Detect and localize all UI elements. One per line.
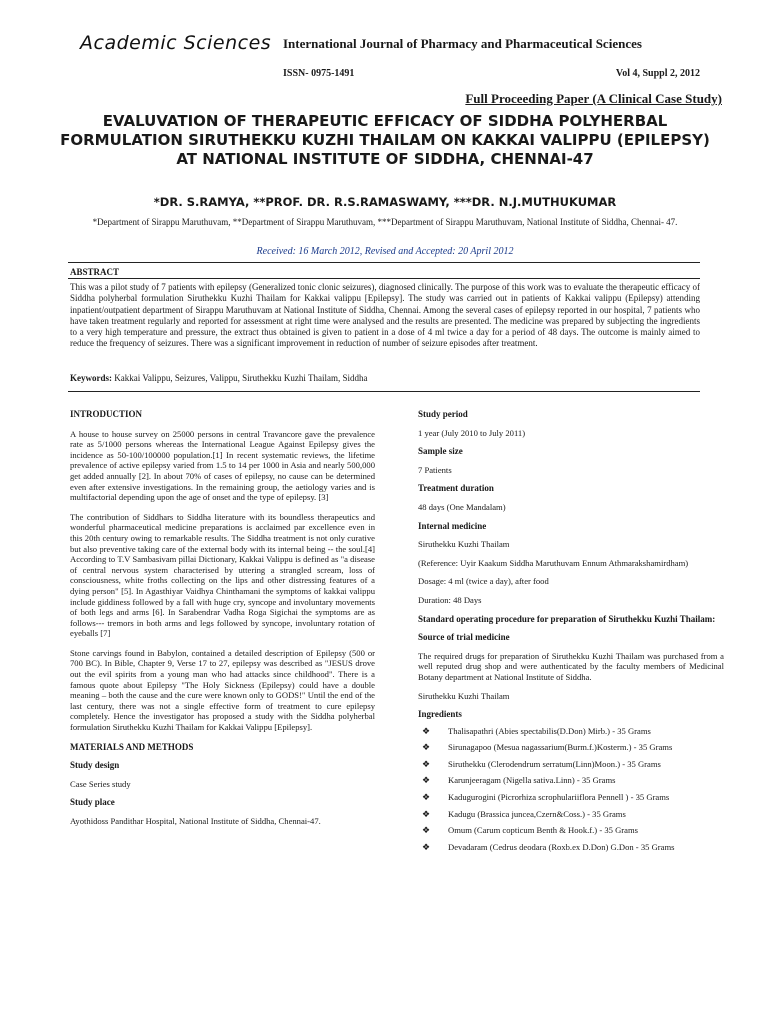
right-column	[418, 409, 724, 852]
list-item	[418, 825, 724, 836]
intro-paragraph-2: The contribution of Siddhars to Siddha literature with its boundless therapeutics and wonderful pharmaceutical medicine preparations is acclaimed par excellence even in this 20th century owing to remarkable results. The Siddha treatment is not only curative but also preventive taking care of the external body with its internal being -- the soul.[4] According to T.V Sambasivam pillai Dictionary, Kakkai Valippu is defined as "a disease of central nervous system characterised by uttering a strangled scream, loss of consciousness, white froths collecting on the lips and other distressing features of a dying person" [5]. In Agasthiyar Vaidhya Chinthamani the symptoms of kakkai valippu include giddiness followed by a fall with huge cry, syncope and involuntary movements of both legs and arms [6]. In Sarabendrar Vadha Roga Sigichai the symptoms are as follows--- tremors in both arms and legs followed by syncope, involuntary rotation of eyeballs [7]	[70, 511, 375, 639]
diamond-bullet-icon: ❖	[422, 825, 431, 836]
keywords-list: Kakkai Valippu, Seizures, Valippu, Siruthekku Kuzhi Thailam, Siddha	[114, 373, 368, 383]
thailam-heading: Siruthekku Kuzhi Thailam	[418, 690, 510, 701]
internal-medicine-heading: Internal medicine	[418, 520, 487, 531]
diamond-bullet-icon: ❖	[422, 808, 431, 819]
internal-medicine-text: Siruthekku Kuzhi Thailam	[418, 539, 510, 550]
ingredients-list	[418, 726, 724, 853]
sop-heading: Standard operating procedure for preparation of Siruthekku Kuzhi Thailam:	[418, 613, 716, 624]
diamond-bullet-icon: ❖	[422, 775, 431, 786]
sample-size-heading: Sample size	[418, 446, 463, 457]
issn: ISSN- 0975-1491	[283, 68, 355, 79]
intro-paragraph-1: A house to house survey on 25000 persons in central Travancore gave the prevalence rate as 5/1000 persons whereas the International League Against Epilepsy gives the incidence as 50-100/100000 population.[1] In recent systematic reviews, the lifetime prevalence of active epilepsy varied from 1.5 to 14 per 1000 in Asia and nearly 500,000 get added annually [2]. In about 70% of cases of epilepsy, no cause can be determined even after extensive investigations. In the remaining group, the aetiology varies and is multifactorial depending upon the age of onset and the type of epilepsy. [3]	[70, 428, 375, 503]
study-design-heading: Study design	[70, 760, 120, 771]
list-item	[418, 842, 724, 853]
diamond-bullet-icon: ❖	[422, 725, 431, 736]
study-period-text: 1 year (July 2010 to July 2011)	[418, 427, 526, 438]
list-item	[418, 792, 724, 803]
divider-keywords	[68, 391, 700, 392]
study-place-text: Ayothidoss Pandithar Hospital, National Institute of Siddha, Chennai-47.	[70, 816, 321, 826]
ingredient-text: Thalisapathri (Abies spectabilis(D.Don) Mirb.) - 35 Grams	[448, 725, 651, 736]
affiliations: *Department of Sirappu Maruthuvam, **Department of Sirappu Maruthuvam, ***Department of Sirappu Maruthuvam, National Institute of Siddha, Chennai- 47.	[92, 217, 678, 227]
duration-text: Duration: 48 Days	[418, 594, 482, 605]
list-item	[418, 775, 724, 786]
divider-top	[68, 262, 700, 263]
abstract-heading: ABSTRACT	[70, 267, 120, 277]
ingredients-heading: Ingredients	[418, 709, 462, 720]
ingredient-text: Kadugurogini (Picrorhiza scrophulariiflora Pennell ) - 35 Grams	[448, 792, 670, 803]
materials-methods-heading: MATERIALS AND METHODS	[70, 741, 194, 752]
intro-paragraph-3: Stone carvings found in Babylon, contained a detailed description of Epilepsy (500 or 700 BC). In Bible, Chapter 9, Verse 17 to 27, epilepsy was described as "JESUS drove out the evil spirits from a young man who had attacks since childhood". There is a famous quote about Epilepsy "The Holy Sickness (Epilepsy) could have a double meaning – both the cause and the cure were known only to GODS!" Until the end of the last century, there was not a single effective form of treatment to cure epilepsy completely. Hence the investigator has proposed a study with the Siddha polyherbal formulation Siruthekku Kuzhi Thailam for Kakkai Valippu [Epilepsy].	[70, 647, 375, 733]
study-design-text: Case Series study	[70, 778, 131, 789]
dosage-text: Dosage: 4 ml (twice a day), after food	[418, 576, 549, 587]
keywords	[70, 373, 367, 383]
abstract-text: This was a pilot study of 7 patients with epilepsy (Generalized tonic clonic seizures), diagnosed clinically. The purpose of this work was to evaluate the therapeutic efficacy of Siddha polyherbal formulation Siruthekku Kuzhi Thailam for Kakkai valippu [Epilepsy]. The study was carried out in patients of Kakkai valippu (Epilepsy) attending inpatient/outpatient department of Sirappu Maruthuvam at National Institute of Siddha, Chennai. Among the several cases of epilepsy reported in our hospital, 7 patients who have taken treatment regularly and reported for assessment at right time were analysed and the results are presented. The medicine was prepared by subjecting the ingredients to a very high temperature and pressure, the extract thus obtained is given to patient in a dose of 4 ml twice a day for a period of 48 days. The outcome is mainly aimed to reduce the frequency of seizures. There was a significant improvement in reduction of number of seizure episodes after treatment.	[70, 282, 700, 349]
received-dates: Received: 16 March 2012, Revised and Accepted: 20 April 2012	[256, 246, 514, 257]
ingredient-text: Devadaram (Cedrus deodara (Roxb.ex D.Don) G.Don - 35 Grams	[448, 841, 675, 852]
authors: *DR. S.RAMYA, **PROF. DR. R.S.RAMASWAMY, ***DR. N.J.MUTHUKUMAR	[153, 195, 617, 209]
volume-info: Vol 4, Suppl 2, 2012	[615, 68, 700, 79]
keywords-label: Keywords:	[70, 373, 112, 383]
left-column	[70, 409, 375, 827]
ingredient-text: Kadugu (Brassica juncea,Czern&Coss.) - 35 Grams	[448, 808, 626, 819]
ingredient-text: Karunjeeragam (Nigella sativa.Linn) - 35 Grams	[448, 775, 616, 786]
divider-abstract	[68, 278, 700, 279]
source-heading: Source of trial medicine	[418, 632, 510, 643]
source-text: The required drugs for preparation of Siruthekku Kuzhi Thailam was purchased from a well reputed drug shop and were authenticated by the faculty members of Medicinal Botany department at National Institute of Siddha.	[418, 650, 724, 682]
paper-type: Full Proceeding Paper (A Clinical Case Study)	[465, 91, 722, 106]
study-place-heading: Study place	[70, 797, 115, 808]
journal-logo: Academic Sciences	[80, 32, 272, 54]
list-item	[418, 809, 724, 820]
ingredient-text: Siruthekku (Clerodendrum serratum(Linn)Moon.) - 35 Grams	[448, 758, 661, 769]
diamond-bullet-icon: ❖	[422, 841, 431, 852]
treatment-duration-text: 48 days (One Mandalam)	[418, 501, 506, 512]
diamond-bullet-icon: ❖	[422, 792, 431, 803]
treatment-duration-heading: Treatment duration	[418, 483, 494, 494]
journal-name: International Journal of Pharmacy and Pharmaceutical Sciences	[283, 36, 642, 51]
paper-title: EVALUVATION OF THERAPEUTIC EFFICACY OF SIDDHA POLYHERBAL FORMULATION SIRUTHEKKU KUZHI THAILAM ON KAKKAI VALIPPU (EPILEPSY) AT NATIONAL INSTITUTE OF SIDDHA, CHENNAI-47	[60, 112, 710, 168]
reference-text: (Reference: Uyir Kaakum Siddha Maruthuvam Ennum Athmarakshamirdham)	[418, 557, 689, 568]
sample-size-text: 7 Patients	[418, 464, 452, 475]
list-item	[418, 742, 724, 753]
introduction-heading: INTRODUCTION	[70, 409, 143, 419]
diamond-bullet-icon: ❖	[422, 758, 431, 769]
ingredient-text: Sirunagapoo (Mesua nagassarium(Burm.f.)Kosterm.) - 35 Grams	[448, 742, 673, 753]
diamond-bullet-icon: ❖	[422, 742, 431, 753]
list-item	[418, 726, 724, 737]
study-period-heading: Study period	[418, 409, 468, 419]
ingredient-text: Omum (Carum copticum Benth & Hook.f.) - 35 Grams	[448, 825, 638, 836]
list-item	[418, 759, 724, 770]
